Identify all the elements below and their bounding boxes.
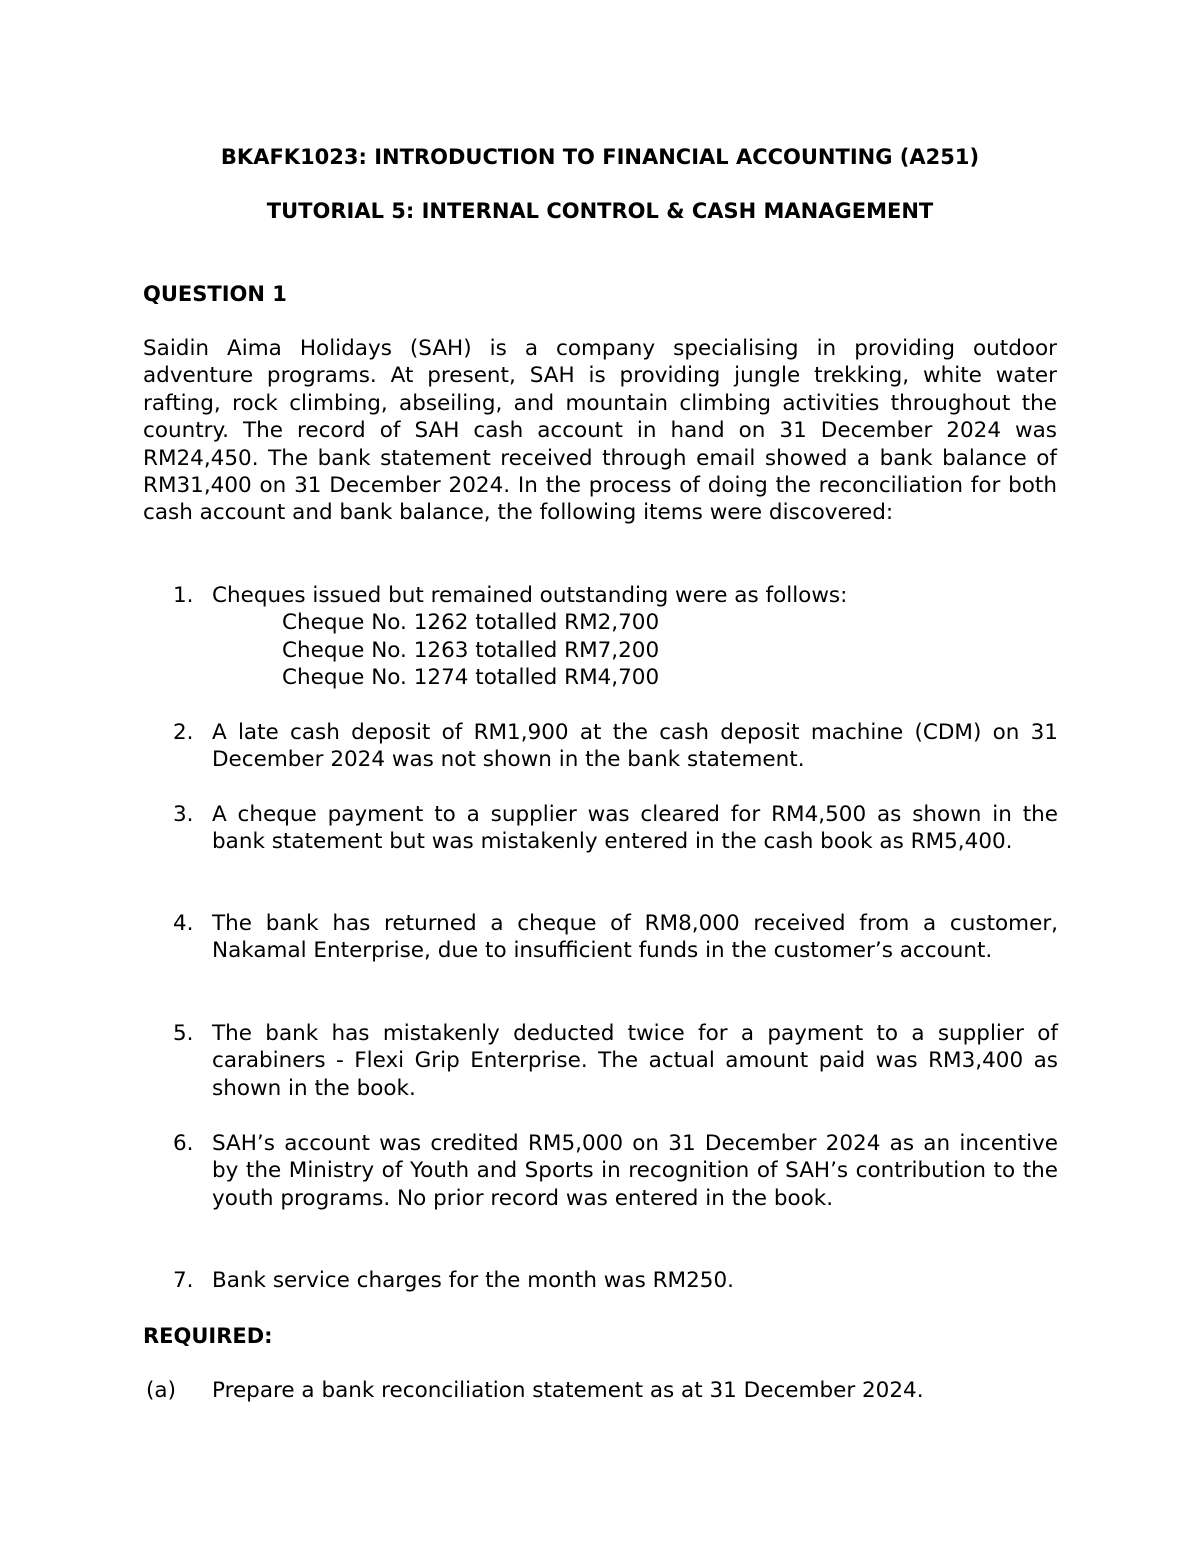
item-text: SAH’s account was credited RM5,000 on 31 December 2024 as an incentive by the Ministry of Youth and Sports in recognition of SAH’s contribution to the youth programs. No prior record was entered in the book. — [212, 1131, 1058, 1211]
cheque-entry: Cheque No. 1274 totalled RM4,700 — [282, 665, 660, 691]
item-text: The bank has mistakenly deducted twice for a payment to a supplier of carabiners - Flexi Grip Enterprise. The actual amount paid was RM3,400 as shown in the book. — [212, 1021, 1058, 1101]
course-title: BKAFK1023: INTRODUCTION TO FINANCIAL ACCOUNTING (A251) — [220, 145, 980, 169]
item-number: 1. — [173, 583, 194, 608]
cheque-entry: Cheque No. 1263 totalled RM7,200 — [282, 637, 660, 663]
required-heading: REQUIRED: — [143, 1324, 273, 1348]
item-text: Bank service charges for the month was RM250. — [212, 1268, 734, 1293]
required-item-label: (a) — [146, 1378, 176, 1403]
cheque-entry: Cheque No. 1262 totalled RM2,700 — [282, 610, 660, 636]
item-number: 5. — [173, 1021, 194, 1046]
question-heading: QUESTION 1 — [143, 282, 287, 306]
item-text: Cheques issued but remained outstanding were as follows: — [212, 583, 848, 608]
item-text: A late cash deposit of RM1,900 at the cash deposit machine (CDM) on 31 December 2024 was not shown in the bank statement. — [212, 720, 1058, 773]
item-text: The bank has returned a cheque of RM8,000 received from a customer, Nakamal Enterprise, due to insufficient funds in the customer’s account. — [212, 911, 1058, 964]
tutorial-title: TUTORIAL 5: INTERNAL CONTROL & CASH MANAGEMENT — [266, 199, 934, 223]
item-text: A cheque payment to a supplier was cleared for RM4,500 as shown in the bank statement but was mistakenly entered in the cash book as RM5,400. — [212, 802, 1058, 855]
item-number: 7. — [173, 1268, 194, 1293]
item-number: 6. — [173, 1131, 194, 1156]
item-number: 3. — [173, 802, 194, 827]
intro-paragraph: Saidin Aima Holidays (SAH) is a company specialising in providing outdoor adventure programs. At present, SAH is providing jungle trekking, white water rafting, rock climbing, abseiling, and mountain climbing activities throughout the country. The record of SAH cash account in hand on 31 December 2024 was RM24,450. The bank statement received through email showed a bank balance of RM31,400 on 31 December 2024. In the process of doing the reconciliation for both cash account and bank balance, the following items were discovered: — [143, 336, 1057, 526]
item-number: 2. — [173, 720, 194, 745]
required-item-text: Prepare a bank reconciliation statement as at 31 December 2024. — [212, 1378, 924, 1403]
cheque-list — [282, 609, 982, 691]
item-number: 4. — [173, 911, 194, 936]
